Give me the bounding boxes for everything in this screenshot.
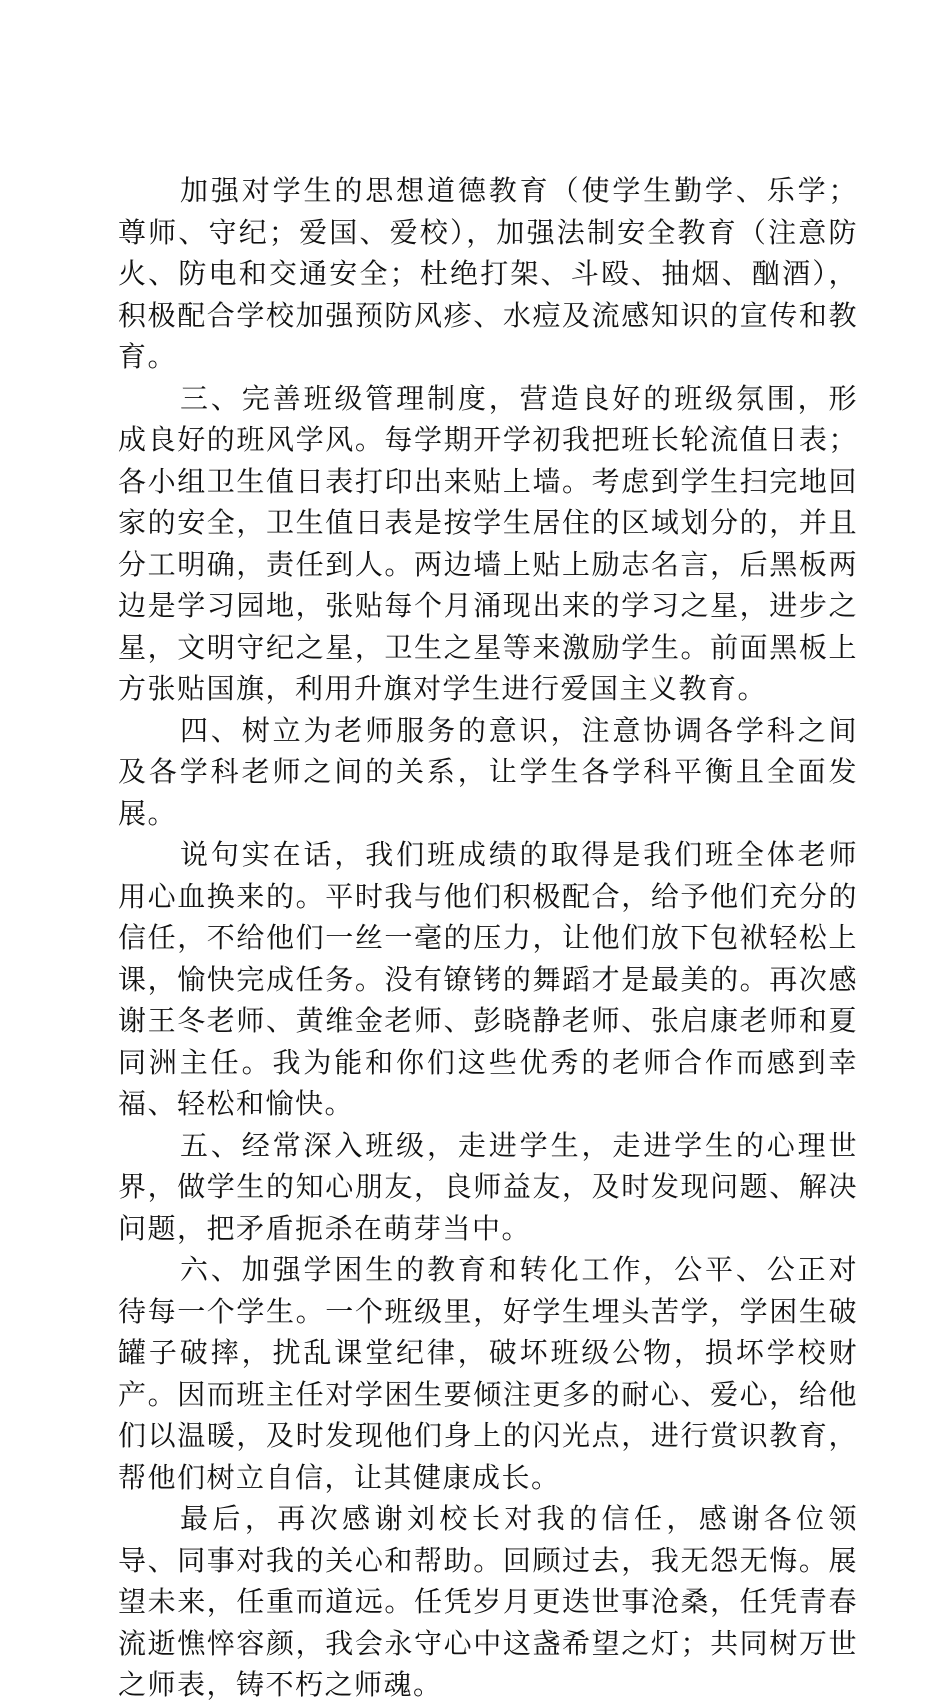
document-body (118, 170, 858, 1706)
paragraph-thanks-teachers: 说句实在话，我们班成绩的取得是我们班全体老师用心血换来的。平时我与他们积极配合，给予他们充分的信任，不给他们一丝一毫的压力，让他们放下包袱轻松上课，愉快完成任务。没有镣铐的舞蹈才是最美的。再次感谢王冬老师、黄维金老师、彭晓静老师、张启康老师和夏同洲主任。我为能和你们这些优秀的老师合作而感到幸福、轻松和愉快。 (118, 838, 858, 1120)
paragraph-class-management: 三、完善班级管理制度，营造良好的班级氛围，形成良好的班风学风。每学期开学初我把班长轮流值日表；各小组卫生值日表打印出来贴上墙。考虑到学生扫完地回家的安全，卫生值日表是按学生居住的区域划分的，并且分工明确，责任到人。两边墙上贴上励志名言，后黑板两边是学习园地，张贴每个月涌现出来的学习之星，进步之星，文明守纪之星，卫生之星等来激励学生。前面黑板上方张贴国旗，利用升旗对学生进行爱国主义教育。 (118, 381, 858, 705)
paragraph-know-students: 五、经常深入班级，走进学生，走进学生的心理世界，做学生的知心朋友，良师益友，及时发现问题、解决问题，把矛盾扼杀在萌芽当中。 (118, 1128, 858, 1245)
paragraph-struggling-students: 六、加强学困生的教育和转化工作，公平、公正对待每一个学生。一个班级里，好学生埋头苦学，学困生破罐子破摔，扰乱课堂纪律，破坏班级公物，损坏学校财产。因而班主任对学困生要倾注更多的耐心、爱心，给他们以温暖，及时发现他们身上的闪光点，进行赏识教育，帮他们树立自信，让其健康成长。 (118, 1253, 858, 1494)
paragraph-closing: 最后，再次感谢刘校长对我的信任，感谢各位领导、同事对我的关心和帮助。回顾过去，我无怨无悔。展望未来，任重而道远。任凭岁月更迭世事沧桑，任凭青春流逝憔悴容颜，我会永守心中这盏希望之灯；共同树万世之师表，铸不朽之师魂。 (118, 1502, 858, 1701)
paragraph-moral-education: 加强对学生的思想道德教育（使学生勤学、乐学；尊师、守纪；爱国、爱校），加强法制安全教育（注意防火、防电和交通安全；杜绝打架、斗殴、抽烟、酗酒），积极配合学校加强预防风疹、水痘及流感知识的宣传和教育。 (118, 174, 858, 373)
paragraph-serve-teachers: 四、树立为老师服务的意识，注意协调各学科之间及各学科老师之间的关系，让学生各学科平衡且全面发展。 (118, 713, 858, 830)
